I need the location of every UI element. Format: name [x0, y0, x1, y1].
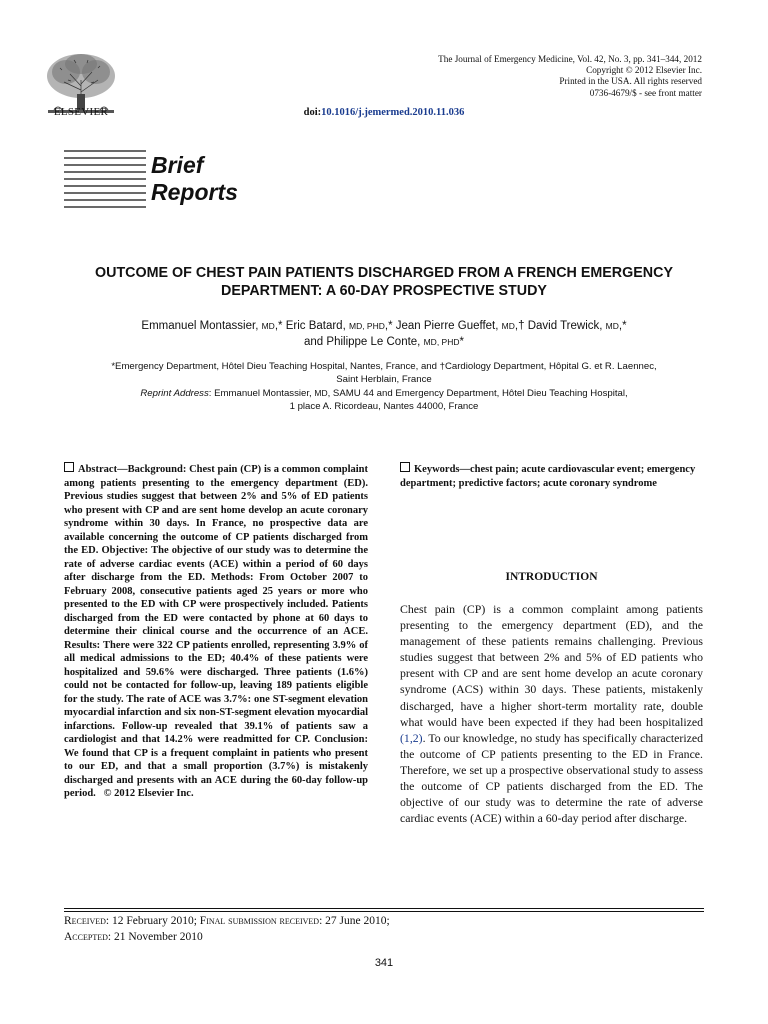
publisher-name: ELSEVIER	[53, 106, 109, 118]
abstract-copyright: © 2012 Elsevier Inc.	[103, 788, 194, 799]
author-degree: MD, PHD	[348, 321, 385, 331]
affiliations	[60, 360, 708, 414]
article-history	[64, 914, 390, 945]
reprint-text: , SAMU 44 and Emergency Department, Hôtel Dieu Teaching Hospital,	[327, 387, 628, 399]
journal-citation: The Journal of Emergency Medicine, Vol. 42, No. 3, pp. 341–344, 2012	[438, 54, 702, 64]
affiliation-line1: *Emergency Department, Hôtel Dieu Teaching Hospital, Nantes, France, and †Cardiology Department, Hôpital G. et R. Laennec,	[111, 361, 657, 372]
accepted-date: : 21 November 2010	[107, 930, 203, 943]
intro-text: . To our knowledge, no study has specifically characterized the outcome of CP patients presenting to the ED in France. Therefore, we set up a prospective observational study to assess the outcome of CP patients discharged from the ED. The objective of our study was to determine the rate of adverse cardiac events (ACE) within a 60-day period after discharge.	[400, 730, 703, 826]
reprint-text: : Emmanuel Montassier,	[208, 387, 315, 399]
authors-line1	[60, 318, 708, 334]
journal-issn: 0736-4679/$ - see front matter	[589, 87, 702, 98]
section-label	[151, 152, 238, 206]
section-lines-icon	[64, 150, 146, 208]
abstract-text: Abstract—Background: Chest pain (CP) is a common complaint among patients presenting to the emergency department (ED). Previous studies suggest that between 2% and 5% of ED patients who present with CP and are sent home develop an acute coronary syndrome within 30 days. In France, no prospective data are available concerning the outcome of CP patients discharged from the ED. Objective: The objective of our study was to determine the rate of adverse cardiac events (ACE) within a period of 60 days after discharge from the ED. Methods: From October 2007 to February 2008, consecutive patients aged 25 years or more who presented to the ED with CP were prospectively included. Patients discharged from the ED were contacted by phone at 60 days to determine their clinical course and the occurrence of an ACE. Results: There were 322 CP patients enrolled, representing 3.9% of all medical admissions to the ED; 40.4% of these patients were hospitalized and 59.6% were discharged. Three patients (1.6%) could not be contacted for follow-up, leaving 189 patients eligible for the study. The rate of ACE was 3.7%: one ST-segment elevation myocardial infarction and six non-ST-segment elevation myocardial infarctions. Follow-up revealed that 39.1% of patients saw a cardiologist and that 14.2% were readmitted for CP. Conclusion: We found that CP is a frequent complaint in patients who present to our ED, and that a small proportion (3.7%) is mistakenly discharged and presents with an ACE during the 60-day follow-up period.	[64, 464, 368, 799]
affiliation-line2: Saint Herblain, France	[336, 374, 432, 386]
doi-prefix: doi:	[303, 107, 322, 118]
title-line2: DEPARTMENT: A 60-DAY PROSPECTIVE STUDY	[221, 282, 547, 299]
abstract	[64, 462, 368, 801]
bullet-square-icon	[400, 462, 410, 472]
author-name: Emmanuel Montassier,	[141, 320, 259, 332]
journal-copyright: Copyright © 2012 Elsevier Inc.	[586, 65, 702, 76]
author-degree: MD	[261, 321, 275, 331]
article-title	[60, 265, 708, 300]
author-name: and Philippe Le Conte,	[304, 336, 421, 348]
author-degree: MD	[501, 321, 515, 331]
author-name: Eric Batard,	[282, 320, 346, 332]
author-name: Jean Pierre Gueffet,	[392, 320, 499, 332]
received-date: : 12 February 2010;	[105, 915, 200, 927]
footnote-divider	[64, 911, 704, 912]
author-name: David Trewick,	[527, 320, 603, 332]
section-label-line2: Reports	[151, 179, 238, 205]
section-label-line1: Brief	[151, 152, 204, 178]
affiliation-mark: ,†	[514, 320, 528, 332]
doi-link[interactable]: 10.1016/j.jemermed.2010.11.036	[321, 107, 465, 118]
reprint-label: Reprint Address	[140, 387, 209, 399]
reprint-address	[60, 387, 708, 400]
reprint-degree: MD	[314, 387, 328, 398]
history-line2	[64, 930, 390, 946]
final-submission-label: Final submission received	[199, 915, 320, 927]
bullet-square-icon	[64, 462, 74, 472]
affiliation-mark: *	[459, 336, 464, 348]
journal-printed: Printed in the USA. All rights reserved	[559, 76, 702, 87]
doi-line	[0, 107, 768, 118]
footnote-divider	[64, 908, 704, 909]
citation-link[interactable]: (1,2)	[400, 730, 423, 745]
reprint-address-line2: 1 place A. Ricordeau, Nantes 44000, France	[289, 401, 479, 413]
authors-line2	[60, 334, 708, 350]
affiliation-mark: ,*	[384, 320, 393, 332]
title-line1: OUTCOME OF CHEST PAIN PATIENTS DISCHARGED FROM A FRENCH EMERGENCY	[95, 265, 673, 281]
received-label: Received	[64, 915, 106, 927]
introduction-paragraph	[400, 601, 703, 826]
intro-text: Chest pain (CP) is a common complaint among patients presenting to the emergency department (ED), and the management of these patients remains challenging. Previous studies suggest that between 2% and 5% of ED patients who present with CP and are sent home develop an acute coronary syndrome (ACS) within 30 days. These patients, mistakenly discharged, have a higher short-term mortality rate, double what would have been expected if they had been hospitalized	[400, 602, 703, 729]
author-degree: MD	[605, 321, 619, 331]
keywords	[400, 462, 703, 490]
section-heading-introduction: INTRODUCTION	[505, 571, 598, 583]
page-number: 341	[374, 957, 394, 969]
final-submission-date: : 27 June 2010;	[319, 915, 390, 927]
accepted-label: Accepted	[64, 930, 108, 943]
affiliation-mark: ,*	[618, 320, 627, 332]
affiliation-mark: ,*	[274, 320, 283, 332]
journal-info	[438, 54, 702, 99]
keywords-text: Keywords—chest pain; acute cardiovascular event; emergency department; predictive factors; acute coronary syndrome	[400, 464, 696, 489]
author-list	[60, 318, 708, 350]
history-line1	[64, 914, 390, 930]
author-degree: MD, PHD	[423, 337, 460, 347]
